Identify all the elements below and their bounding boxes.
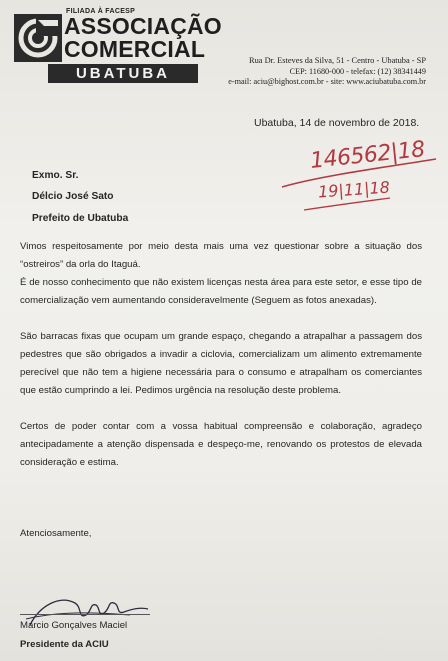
closing-text: Atenciosamente, — [20, 528, 92, 539]
letter-date: Ubatuba, 14 de novembro de 2018. — [254, 117, 420, 129]
org-name-line2: COMERCIAL — [64, 36, 206, 62]
body-paragraph-3: São barracas fixas que ocupam um grande espaço, chegando a atrapalhar a passagem dos pedestres que são obrigados a invadir a ciclovia, comercializam um alimento extremamente perecível que não tem a higiene necessária para o consumo e atrapalham os comerciantes que estão cumprindo a lei. Pedimos urgência na resolução deste problema. — [20, 331, 422, 396]
recipient-name: Délcio José Sato — [32, 191, 114, 202]
body-paragraph-2: É de nosso conhecimento que não existem licenças nesta área para este setor, e esse tipo de comercialização vem aumentando consideravelmente (Seguem as fotos anexadas). — [20, 277, 422, 306]
body-paragraph-4: Certos de poder contar com a vossa habitual compreensão e colaboração, agradeço antecipadamente a atenção dispensada e despeço-me, renovando os protestos de elevada consideração e estima. — [20, 421, 422, 468]
email-site-line: e-mail: aciu@bighost.com.br - site: www.aciubatuba.com.br — [228, 77, 426, 86]
body-paragraph-1: Vimos respeitosamente por meio desta mais uma vez questionar sobre a situação dos “ostreiros” da orla do Itaguá. — [20, 241, 422, 270]
org-name-line1: ASSOCIAÇÃO — [64, 13, 222, 39]
address-line: Rua Dr. Esteves da Silva, 51 - Centro - Ubatuba - SP — [248, 56, 426, 65]
cep-phone-line: CEP: 11680-000 - telefax: (12) 38341449 — [289, 66, 426, 76]
handwritten-protocol-number: 146562|18 — [309, 137, 426, 174]
signature-line — [20, 614, 150, 615]
recipient-title: Prefeito de Ubatuba — [32, 213, 129, 224]
city-banner: UBATUBA — [48, 64, 198, 83]
signer-title: Presidente da ACIU — [20, 639, 109, 650]
handwritten-protocol-date: 19|11|18 — [317, 177, 391, 202]
affiliation-text: FILIADA À FACESP — [66, 8, 136, 15]
recipient-salutation: Exmo. Sr. — [32, 170, 79, 181]
signer-name: Marcio Gonçalves Maciel — [20, 620, 128, 631]
